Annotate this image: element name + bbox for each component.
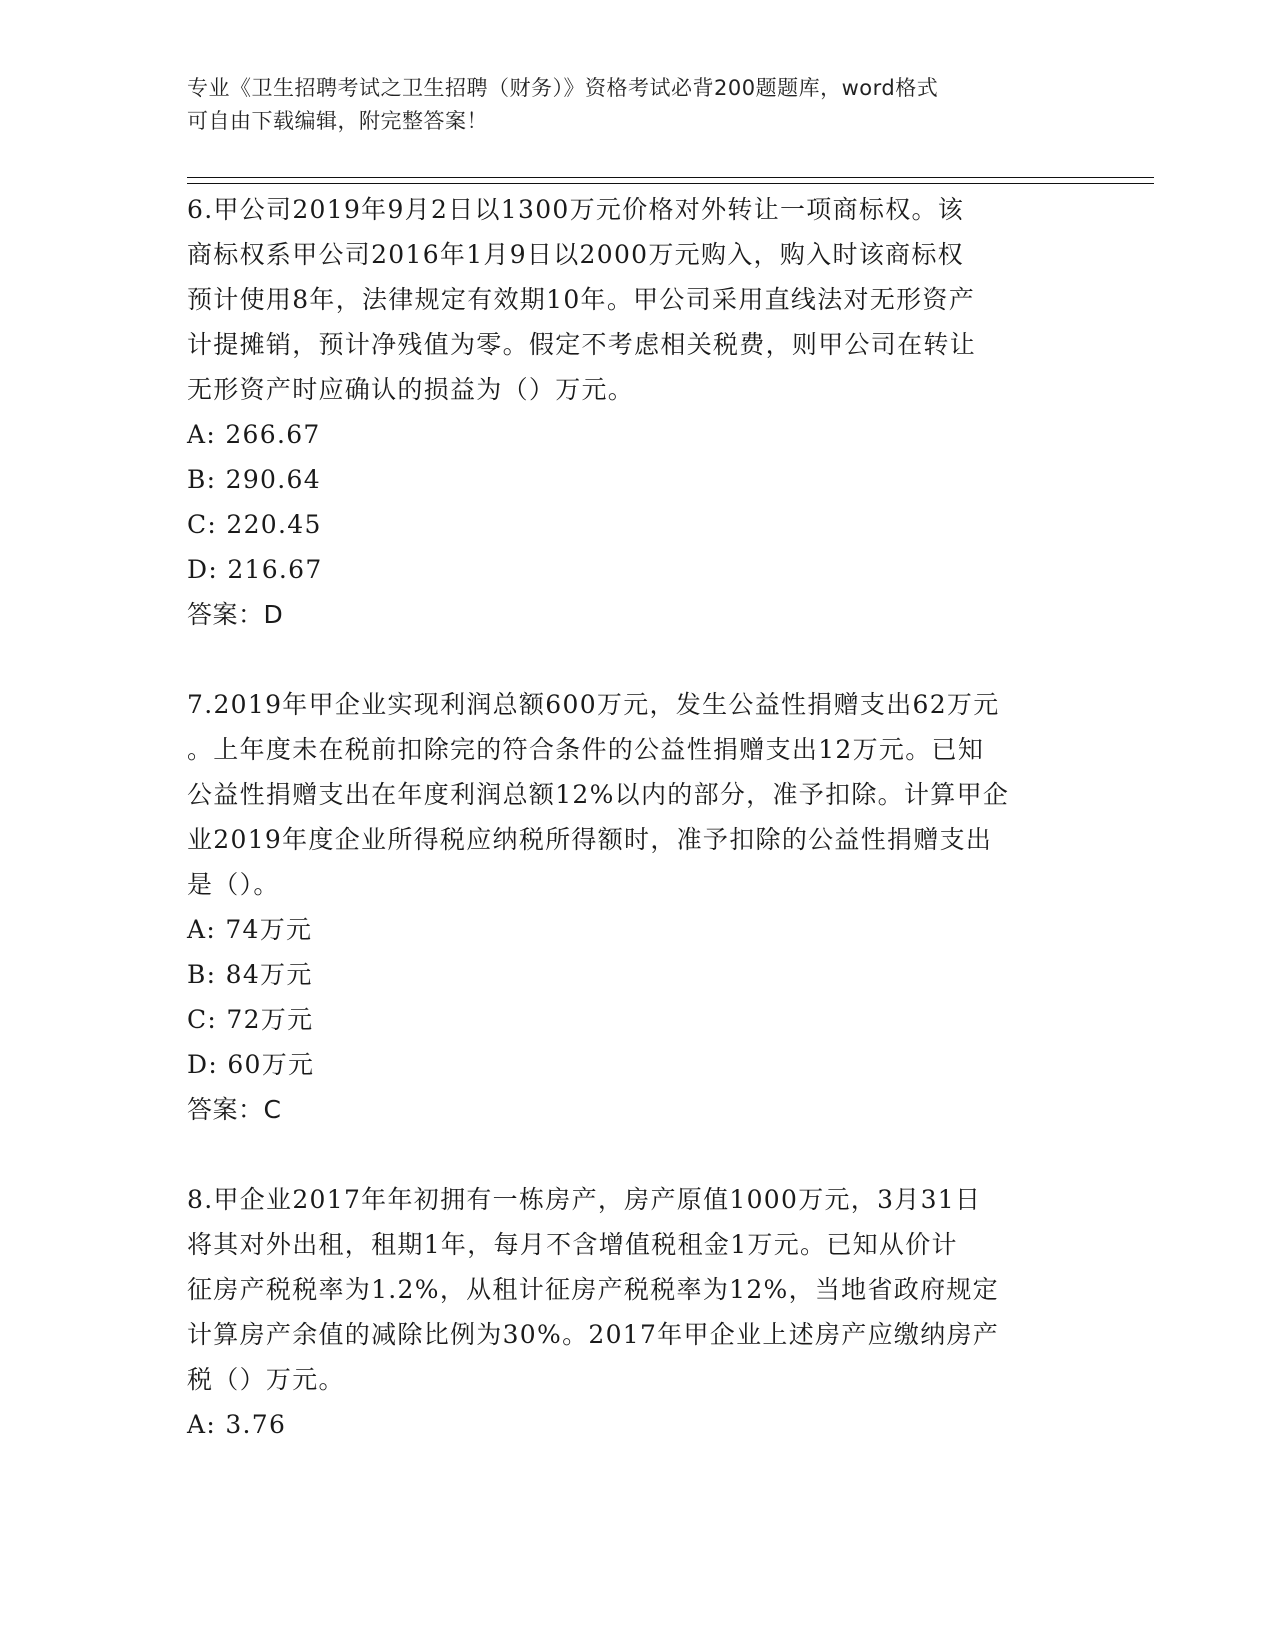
option-b: B: 84万元 <box>187 960 313 989</box>
question-text-line: 预计使用8年，法律规定有效期10年。甲公司采用直线法对无形资产 <box>187 285 976 314</box>
question-text-line: 税（）万元。 <box>187 1365 345 1394</box>
option-d: D: 216.67 <box>187 555 323 584</box>
spacer <box>187 1132 1087 1177</box>
header-line: 可自由下载编辑，附完整答案！ <box>187 109 488 133</box>
answer-label: 答案：C <box>187 1095 282 1124</box>
question-text-line: 计提摊销，预计净残值为零。假定不考虑相关税费，则甲公司在转让 <box>187 330 977 359</box>
question-text-line: 8.甲企业2017年年初拥有一栋房产，房产原值1000万元，3月31日 <box>187 1185 982 1214</box>
question-text-line: 无形资产时应确认的损益为（）万元。 <box>187 375 635 404</box>
answer-label: 答案：D <box>187 600 284 629</box>
question-text-line: 商标权系甲公司2016年1月9日以2000万元购入，购入时该商标权 <box>187 240 964 269</box>
header-divider-bottom <box>187 183 1154 184</box>
question-text-line: 将其对外出租，租期1年，每月不含增值税租金1万元。已知从价计 <box>187 1230 958 1259</box>
spacer <box>187 637 1087 682</box>
header-divider-top <box>187 177 1154 178</box>
question-text-line: 业2019年度企业所得税应纳税所得额时，准予扣除的公益性捐赠支出 <box>187 825 993 854</box>
question-6 <box>187 187 1087 637</box>
option-a: A: 3.76 <box>187 1410 287 1439</box>
option-a: A: 266.67 <box>187 420 321 449</box>
question-text-line: 。上年度未在税前扣除完的符合条件的公益性捐赠支出12万元。已知 <box>187 735 985 764</box>
option-c: C: 220.45 <box>187 510 322 539</box>
question-text-line: 是（）。 <box>187 870 280 899</box>
option-a: A: 74万元 <box>187 915 313 944</box>
question-text-line: 征房产税税率为1.2%，从租计征房产税税率为12%，当地省政府规定 <box>187 1275 999 1304</box>
option-b: B: 290.64 <box>187 465 321 494</box>
option-c: C: 72万元 <box>187 1005 314 1034</box>
option-d: D: 60万元 <box>187 1050 315 1079</box>
question-8 <box>187 1177 1087 1447</box>
question-7 <box>187 682 1087 1132</box>
question-text-line: 计算房产余值的减除比例为30%。2017年甲企业上述房产应缴纳房产 <box>187 1320 1000 1349</box>
question-text-line: 7.2019年甲企业实现利润总额600万元，发生公益性捐赠支出62万元 <box>187 690 1000 719</box>
question-text-line: 6.甲公司2019年9月2日以1300万元价格对外转让一项商标权。该 <box>187 195 965 224</box>
question-text-line: 公益性捐赠支出在年度利润总额12%以内的部分，准予扣除。计算甲企 <box>187 780 1010 809</box>
header-line: 专业《卫生招聘考试之卫生招聘（财务）》资格考试必背200题题库，word格式 <box>187 76 939 100</box>
document-header <box>187 72 1087 138</box>
question-list <box>187 187 1087 1447</box>
